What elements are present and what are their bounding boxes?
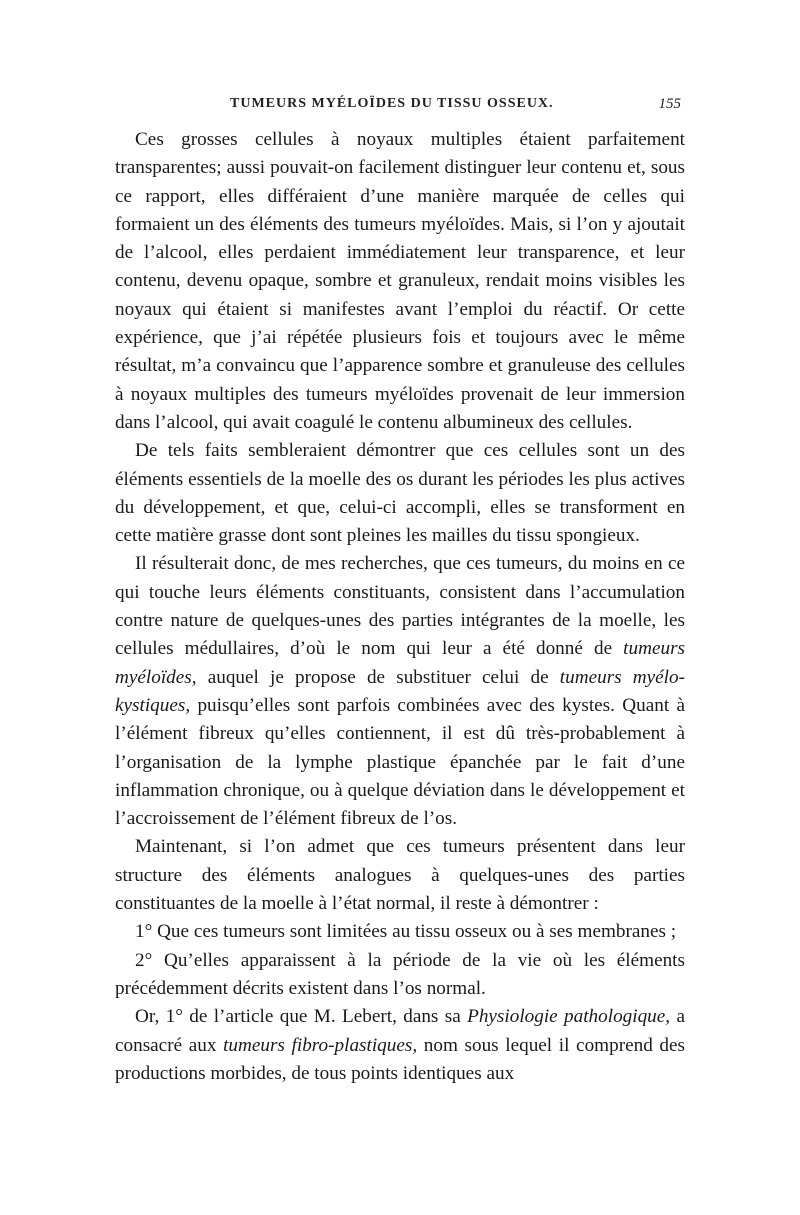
italic-title-physiologie-pathologique: Physiologie pathologique, [467, 1006, 671, 1028]
page-number: 155 [658, 96, 681, 112]
paragraph-3 [115, 550, 685, 833]
paragraph-3-text-c: puisqu’elles sont parfois combinées avec des kystes. Quant à l’élément fibreux qu’elles contiennent, il est dû très-probablement à l’organisation de la lymphe plastique épanchée par le fait d’une inflammation chronique, ou à quelque déviation dans le développement et l’accroissement de l’élément fibreux de l’os. [115, 694, 685, 830]
italic-term-tumeurs-fibro-plastiques: tumeurs fibro-plastiques, [223, 1034, 418, 1056]
paragraph-3-text-a: Il résulterait donc, de mes recherches, que ces tumeurs, du moins en ce qui touche leurs éléments constituants, consistent dans l’accumulation contre nature de quelques-unes des parties intégrantes de la moelle, les cellules médullaires, d’où le nom qui leur a été donné de [115, 553, 685, 660]
paragraph-3-text-b: auquel je propose de substituer celui de [196, 666, 560, 688]
paragraph-1: Ces grosses cellules à noyaux multiples étaient parfaitement transparentes; aussi pouvait-on facilement distinguer leur contenu et, sous ce rapport, elles différaient d’une manière marquée de celles qui formaient un des éléments des tumeurs myéloïdes. Mais, si l’on y ajoutait de l’alcool, elles perdaient immédiatement leur transparence, et leur contenu, devenu opaque, sombre et granuleux, rendait moins visibles les noyaux qui étaient si manifestes avant l’emploi du réactif. Or cette expérience, que j’ai répétée plusieurs fois et toujours avec le même résultat, m’a convaincu que l’apparence sombre et granuleuse des cellules à noyaux multiples des tumeurs myéloïdes provenait de leur immersion dans l’alcool, qui avait coagulé le contenu albumineux des cellules. [115, 129, 685, 433]
book-page [115, 96, 685, 1088]
paragraph-7 [115, 1003, 685, 1088]
italic-term-tumeurs-myeloides: tumeurs myéloïdes, [115, 638, 685, 688]
paragraph-7-text-a: Or, 1° de l’article que M. Lebert, dans sa [135, 1006, 468, 1028]
body-text [115, 126, 685, 1088]
paragraph-2: De tels faits sembleraient démontrer que ces cellules sont un des éléments essentiels de la moelle des os durant les périodes les plus actives du développement, et que, celui-ci accompli, elles se transforment en cette matière grasse dont sont pleines les mailles du tissu spongieux. [115, 440, 685, 547]
page-header [115, 96, 685, 126]
paragraph-7-text-c: nom sous lequel il comprend des productions morbides, de tous points identiques aux [115, 1034, 685, 1084]
running-title: TUMEURS MYÉLOÏDES DU TISSU OSSEUX. [230, 96, 554, 111]
list-item-1: 1° Que ces tumeurs sont limitées au tissu osseux ou à ses membranes ; [135, 921, 677, 943]
paragraph-7-text-b: a consacré aux [115, 1006, 685, 1056]
italic-term-tumeurs-myelo-kystiques: tumeurs myélo-kystiques, [115, 666, 685, 716]
paragraph-4: Maintenant, si l’on admet que ces tumeurs présentent dans leur structure des éléments analogues à quelques-unes des parties constituantes de la moelle à l’état normal, il reste à démontrer : [115, 836, 685, 915]
list-item-2: 2° Qu’elles apparaissent à la période de la vie où les éléments précédemment décrits existent dans l’os normal. [115, 949, 685, 999]
